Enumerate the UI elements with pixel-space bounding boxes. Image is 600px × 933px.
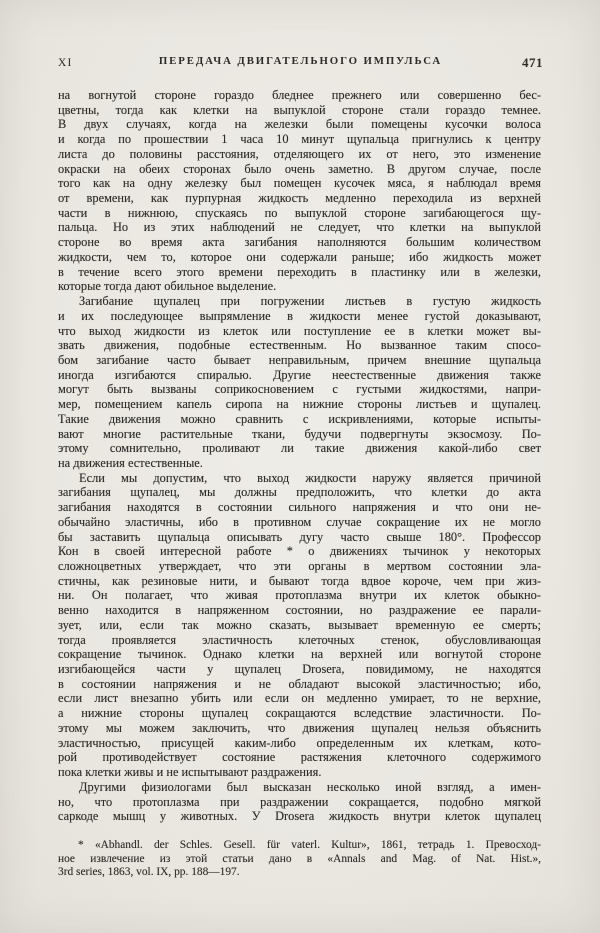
text-line: части в нижнюю, спускаясь по выпуклой стороне загибающегося щу- [58,205,541,220]
text-line: и их последующее выпрямление в жидкости менее густой доказывают, [58,308,541,323]
footnote [58,839,541,880]
text-line: в течение всего этого времени переходить в пластинку или в железки, [58,264,541,279]
text-line: на вогнутой стороне гораздо бледнее прежнего или совершенно бес- [58,88,541,102]
text-line: сложноцветных утверждает, что эти органы в мертвом состоянии эла- [58,559,541,573]
text-line: загибания щупалец, мы должны предположить, что клетки до акта [58,485,541,500]
paragraph-continuation [58,88,541,294]
text-line: эластичностью, присущей каким-либо определенным их клеткам, кото- [58,735,541,750]
text-line: В двух случаях, когда на железки были помещены кусочки волоса [58,117,541,132]
text-line: саркоде мышц у животных. У Drosera жидкость внутри клеток щупалец [58,809,541,824]
text-line: звать движения, подобные естественным. Но вызванное таким спосо- [58,338,541,353]
text-line: Другими физиологами был высказан несколько иной взгляд, а имен- [79,779,541,794]
text-line: но, что протоплазма при раздражении сокращается, подобно мягкой [58,794,541,809]
text-line: венно находится в напряженном состоянии, но раздражение ее парали- [58,603,541,618]
text-line: стичны, как резиновые нити, и бывают тогда вдвое короче, чем при жиз- [58,573,541,588]
paragraph-other-physiologists [58,780,541,824]
text-line: 3rd series, 1863, vol. IX, pp. 188—197. [58,866,240,879]
paragraph-bending-in-dense-fluid [58,294,541,471]
text-line: пока клетки живы и не испытывают раздражения. [58,765,322,780]
body-text [58,88,541,824]
page-number: 471 [522,55,543,70]
text-line: Кон в своей интересной работе * о движениях тычинок у некоторых [58,544,541,559]
text-line: листа до половины расстояния, отделяющего их от него, это изменение [58,146,541,161]
text-line: на движения естественные. [58,455,203,470]
text-line: этому сомнительно, проливают ли такие движения какой-либо свет [58,441,541,456]
running-header [58,55,543,69]
text-line: того как на одну железку был помещен кусочек мяса, я наблюдал время [58,176,541,191]
text-line: могут быть вызваны соприкосновением с густыми жидкостями, напри- [58,382,541,397]
text-line: * «Abhandl. der Schles. Gesell. für vaterl. Kultur», 1861, тетрадь 1. Превосход- [78,839,541,851]
text-line: вают многие растительные ткани, будучи подвергнуты экзосмозу. По- [58,426,541,441]
text-line: этому мы можем заключить, что движения щупалец нельзя объяснить [58,720,541,735]
text-line: цветны, тогда как клетки на выпуклой стороне стали гораздо темнее. [58,102,541,117]
text-line: от времени, как пурпурная жидкость медленно переходила из верхней [58,191,541,206]
text-line: ни. Он полагает, что живая протоплазма внутри их клеток обыкно- [58,588,541,603]
text-line: ное извлечение из этой статьи дано в «Annals and Mag. of Nat. Hist.», [58,852,541,865]
text-line: а нижние стороны щупалец сокращаются вследствие эластичности. По- [58,706,541,721]
text-line: пальца. Но из этих наблюдений не следует, что клетки на выпуклой [58,220,541,235]
text-line: мер, помещением капель сиропа на нижние стороны листьев и щупалец. [58,397,541,412]
text-line: зует, или, если так можно сказать, вызывает временную ее смерть; [58,617,541,632]
text-line: которые тогда дают обильное выделение. [58,279,277,294]
text-line: рой противодействует состояние растяжения клеточного содержимого [58,750,541,765]
text-line: окраски на обеих сторонах было очень заметно. В другом случае, после [58,161,541,176]
text-line: жидкости, чем то, которое они содержали раньше; ибо жидкость может [58,249,541,264]
running-title: ПЕРЕДАЧА ДВИГАТЕЛЬНОГО ИМПУЛЬСА [158,55,443,67]
text-line: и когда по прошествии 1 часа 10 минут щупальца пригнулись к центру [58,132,541,147]
text-line: что выход жидкости из клеток или поступление ее в клетки может вы- [58,323,541,338]
text-line: Если мы допустим, что выход жидкости наружу является причиной [79,470,541,485]
text-line: изгибающейся части у щупалец Drosera, повидимому, не находятся [58,662,541,677]
text-line: загибания находятся в состоянии сильного напряжения и что они не- [58,500,541,515]
paragraph-elasticity-hypothesis [58,471,541,780]
text-line: бы заставить щупальца описывать дугу часто свыше 180°. Профессор [58,529,541,544]
text-line: бом загибание часто бывает неправильным, причем внешние щупальца [58,352,541,367]
text-line: сокращение тычинок. Однако клетки на верхней или вогнутой стороне [58,647,541,662]
text-line: если лист внезапно убить или если он медленно умирает, то не верхние, [58,691,541,706]
text-line: иногда изгибаются спиралью. Другие неестественные движения также [58,367,541,382]
text-line: Такие движения можно сравнить с искривлениями, которые испыты- [58,411,541,426]
text-line: Загибание щупалец при погружении листьев в густую жидкость [79,294,541,309]
text-line: тогда проявляется эластичность клеточных стенок, обусловливающая [58,632,541,647]
text-line: обычайно эластичны, ибо в противном случае сокращение их не могло [58,514,541,529]
text-line: стороне во время акта загибания наполняются большим количеством [58,235,541,250]
chapter-number: XI [58,57,73,69]
text-line: в состоянии напряжения и не обладают высокой эластичностью; ибо, [58,676,541,691]
